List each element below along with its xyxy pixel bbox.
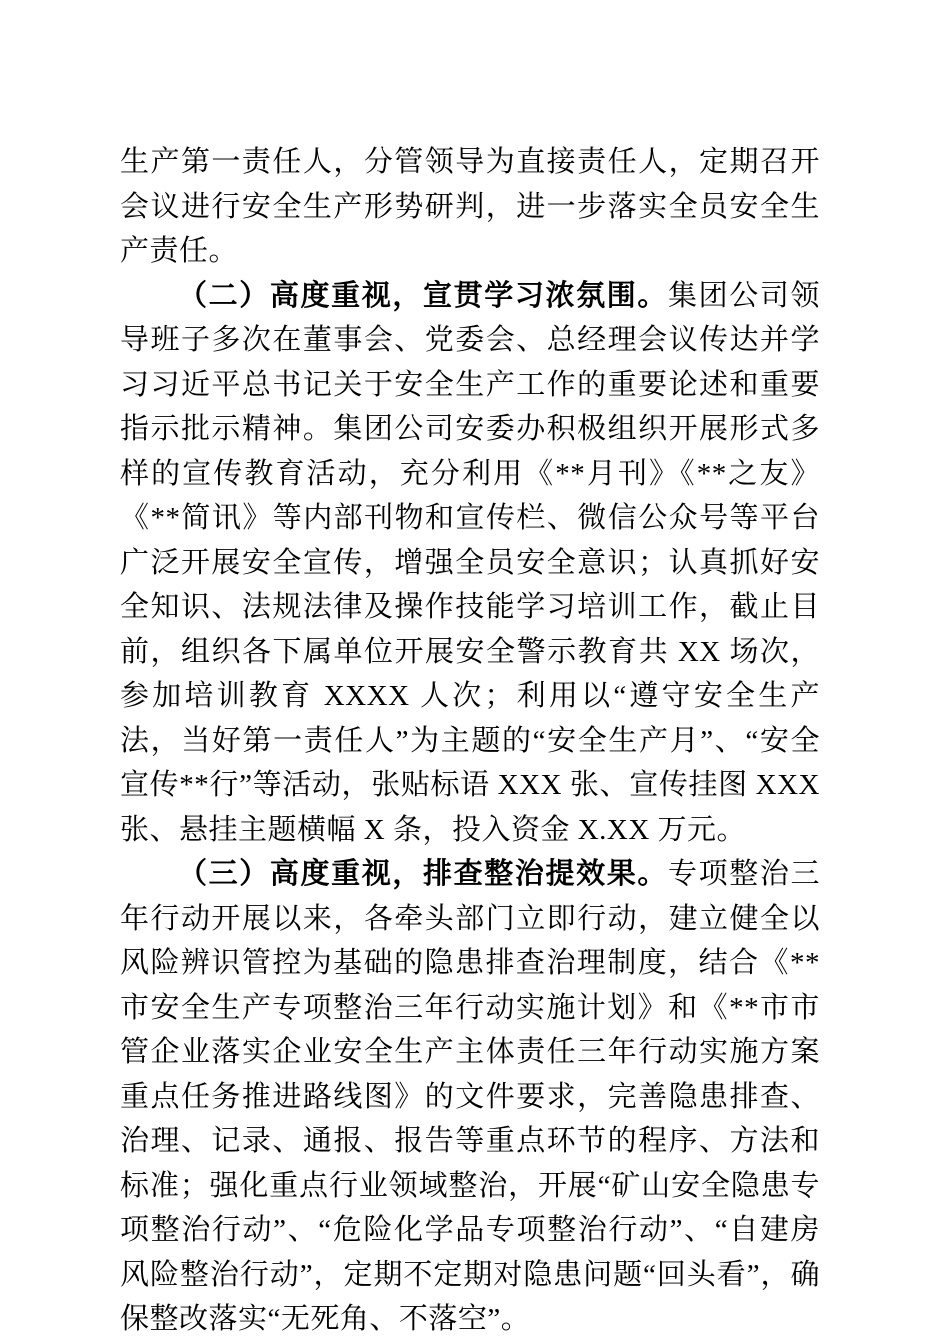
paragraph-continuation	[120, 140, 820, 274]
paragraph-lead: （二）高度重视，宣贯学习浓氛围。	[178, 279, 668, 312]
paragraph-body: 专项整治三年行动开展以来，各牵头部门立即行动，建立健全以风险辨识管控为基础的隐患排查治理制度，结合《**市安全生产专项整治三年行动实施计划》和《**市市管企业落实企业安全生产主体责任三年行动实施方案重点任务推进路线图》的文件要求，完善隐患排查、治理、记录、通报、报告等重点环节的程序、方法和标准；强化重点行业领域整治，开展“矿山安全隐患专项整治行动”、“危险化学品专项整治行动”、“自建房风险整治行动”，定期不定期对隐患问题“回头看”，确保整改落实“无死角、不落空”。	[120, 858, 820, 1335]
paragraph-section-3	[120, 852, 820, 1342]
document-text-block	[120, 140, 820, 1342]
paragraph-section-2	[120, 274, 820, 853]
paragraph-body: 生产第一责任人，分管领导为直接责任人，定期召开会议进行安全生产形势研判，进一步落实全员安全生产责任。	[120, 146, 820, 267]
paragraph-body: 集团公司领导班子多次在董事会、党委会、总经理会议传达并学习习近平总书记关于安全生产工作的重要论述和重要指示批示精神。集团公司安委办积极组织开展形式多样的宣传教育活动，充分利用《**月刊》《**之友》《**简讯》等内部刊物和宣传栏、微信公众号等平台广泛开展安全宣传，增强全员安全意识；认真抓好安全知识、法规法律及操作技能学习培训工作，截止目前，组织各下属单位开展安全警示教育共 XX 场次，参加培训教育 XXXX 人次；利用以“遵守安全生产法，当好第一责任人”为主题的“安全生产月”、“安全宣传**行”等活动，张贴标语 XXX 张、宣传挂图 XXX 张、悬挂主题横幅 X 条，投入资金 X.XX 万元。	[120, 279, 820, 846]
paragraph-lead: （三）高度重视，排查整治提效果。	[178, 858, 668, 890]
